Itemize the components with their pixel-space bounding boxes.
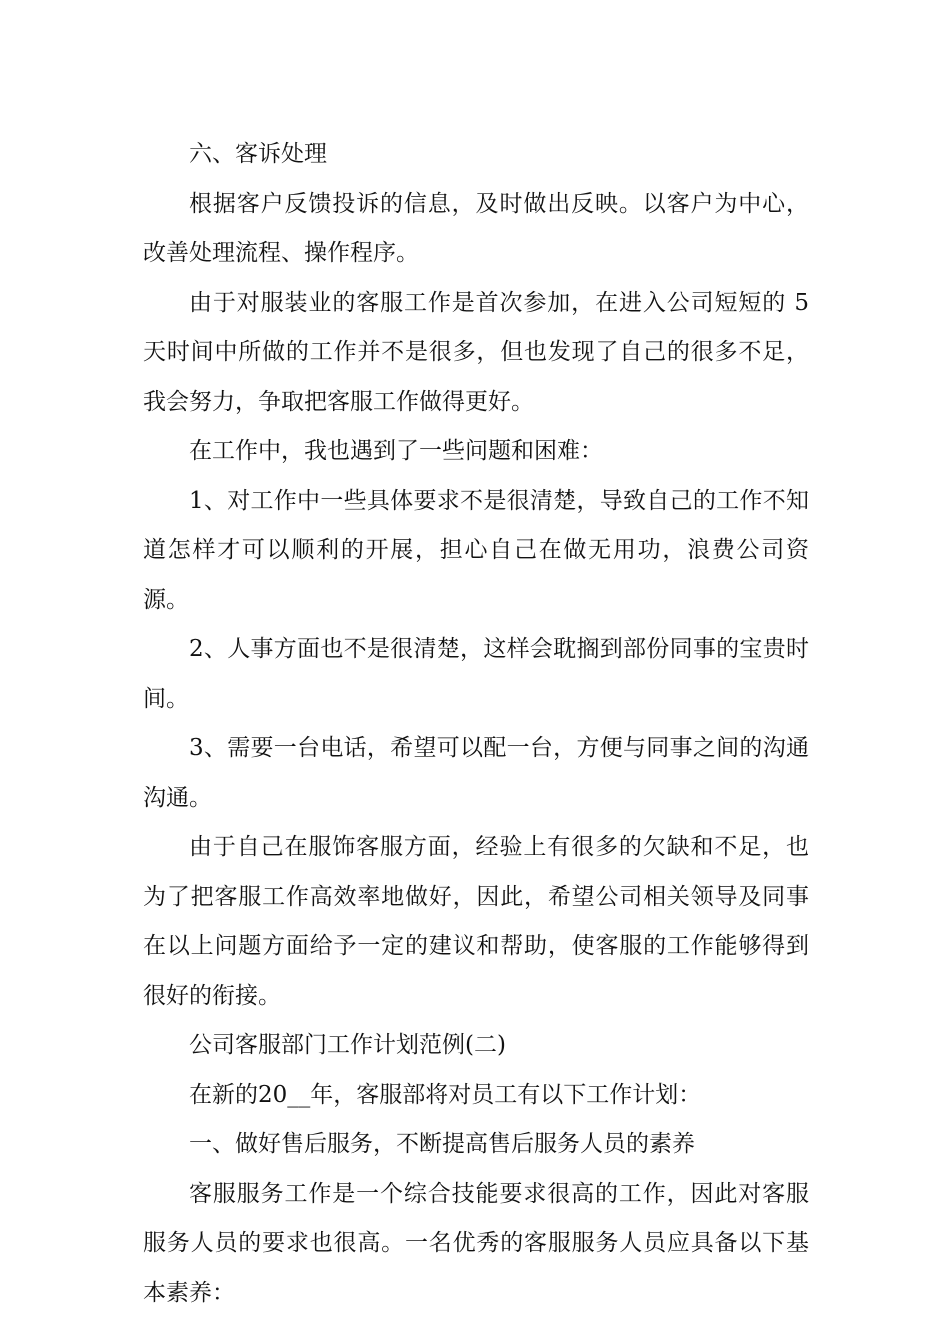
paragraph-plan-intro: 在新的20__年，客服部将对员工有以下工作计划：: [189, 1081, 702, 1108]
list-item-problem-3: 3、需要一台电话，希望可以配一台，方便与同事之间的沟通沟通。: [143, 735, 809, 811]
paragraph-complaint-response: 根据客户反馈投诉的信息，及时做出反映。以客户为中心，改善处理流程、操作程序。: [143, 190, 809, 266]
paragraph-request-help: 由于自己在服饰客服方面，经验上有很多的欠缺和不足，也为了把客服工作高效率地做好，因此，希望公司相关领导及同事在以上问题方面给予一定的建议和帮助，使客服的工作能够得到很好的衔接。: [143, 834, 809, 1009]
paragraph-problems-intro: 在工作中，我也遇到了一些问题和困难：: [189, 438, 603, 464]
section-heading-after-sales: 一、做好售后服务，不断提高售后服务人员的素养: [189, 1131, 695, 1157]
list-item-problem-2: 2、人事方面也不是很清楚，这样会耽搁到部份同事的宝贵时间。: [143, 636, 809, 712]
document-body: [143, 130, 809, 1318]
section-title-example-2: 公司客服部门工作计划范例(二): [189, 1032, 506, 1058]
paragraph-service-qualities: 客服服务工作是一个综合技能要求很高的工作，因此对客服服务人员的要求也很高。一名优秀的客服服务人员应具备以下基本素养：: [143, 1180, 809, 1306]
section-heading-complaint-handling: 六、客诉处理: [189, 141, 327, 167]
list-item-problem-1: 1、对工作中一些具体要求不是很清楚，导致自己的工作不知道怎样才可以顺利的开展，担心自己在做无用功，浪费公司资源。: [143, 487, 809, 613]
paragraph-first-experience: 由于对服装业的客服工作是首次参加，在进入公司短短的 5 天时间中所做的工作并不是很多，但也发现了自己的很多不足，我会努力，争取把客服工作做得更好。: [143, 289, 809, 415]
